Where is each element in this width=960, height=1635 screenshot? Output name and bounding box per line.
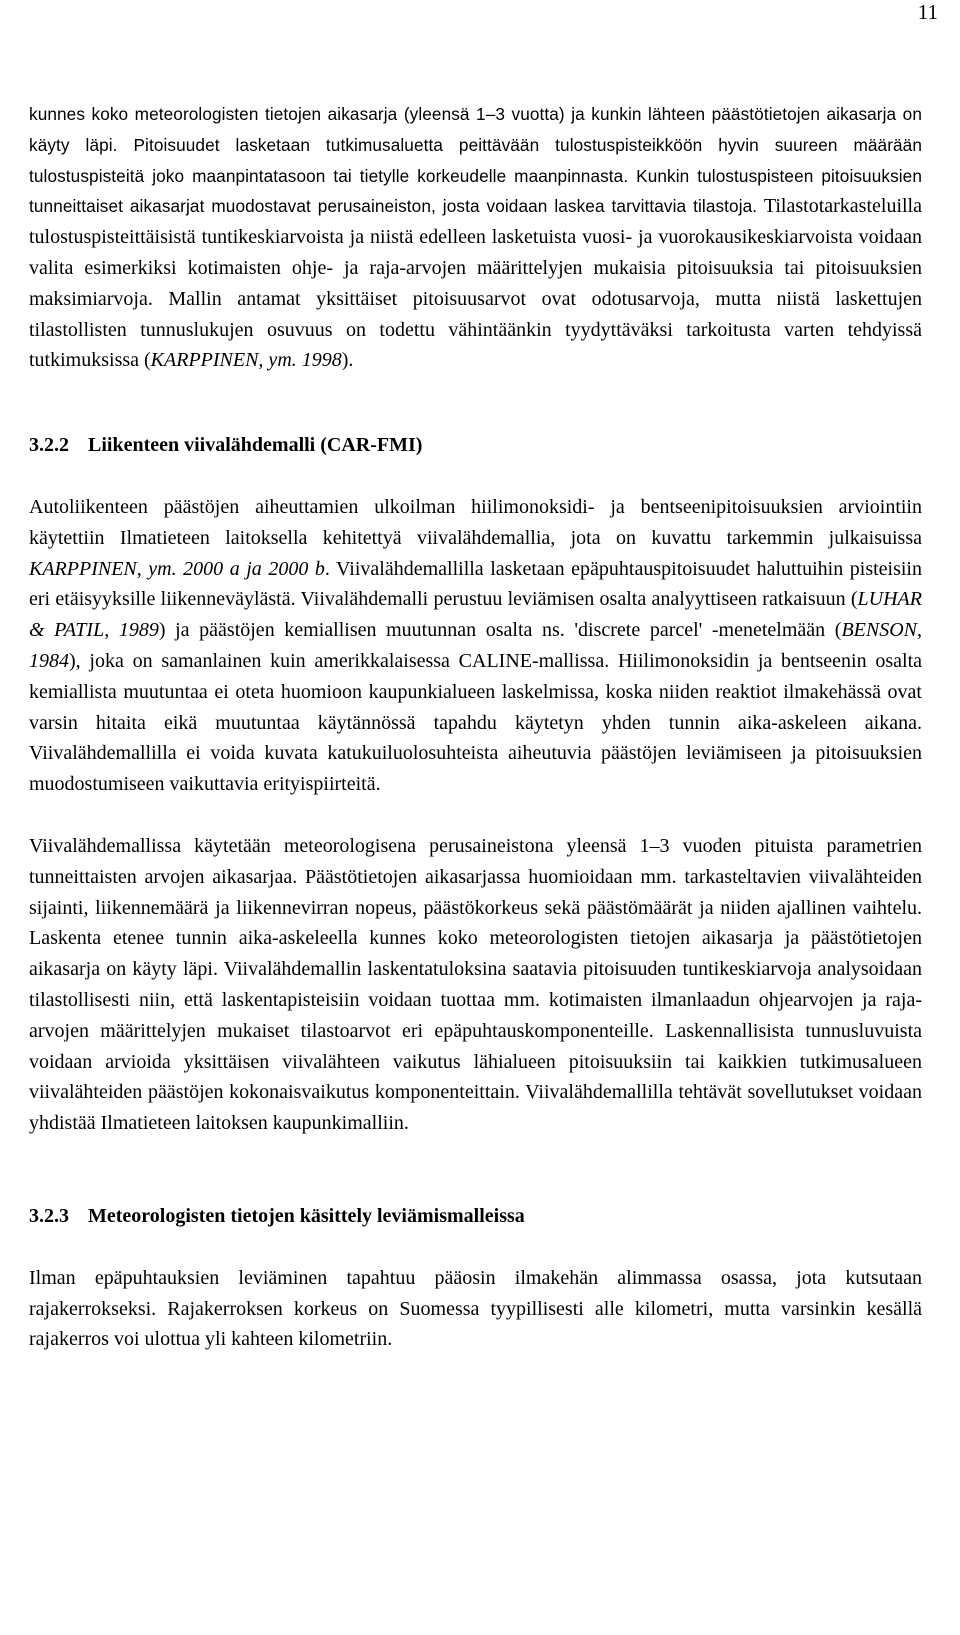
paragraph-1-text: Tilastotarkasteluilla tulostuspisteittäisistä tuntikeskiarvoista ja niistä edelleen lasketuista vuosi- ja vuorokausikeskiarvoista voidaan valita esimerkiksi kotimaisten ohje- ja raja-arvojen määrittelyjen mukaisia pitoisuuksia tai pitoisuuksien maksimiarvoja. Mallin antamat yksittäiset pitoisuusarvot ovat odotusarvoja, mutta niistä laskettujen tilastollisten tunnuslukujen osuvuus on todettu vähintäänkin tyydyttäväksi tarkoitusta varten tehdyissä tutkimuksissa ( xyxy=(29,195,922,372)
citation-karppinen-2000: KARPPINEN, ym. 2000 a ja 2000 b xyxy=(29,557,325,580)
section-title: Liikenteen viivalähdemalli (CAR-FMI) xyxy=(88,434,423,457)
paragraph-2-text-b: . Viivalähdemallilla lasketaan epäpuhtauspitoisuudet haluttuihin pisteisiin eri etäisyyksille liikenneväylästä. Viivalähdemalli perustuu leviämisen osalta analyyttiseen ratkaisuun ( xyxy=(29,557,922,611)
paragraph-3: Viivalähdemallissa käytetään meteorologisena perusaineistona yleensä 1–3 vuoden pituista parametrien tunneittaisten arvojen aikasarjaa. Päästötietojen aikasarjassa huomioidaan mm. tarkasteltavien viivalähteiden sijainti, liikennemäärä ja liikennevirran nopeus, päästökorkeus sekä päästömäärät ja niiden ajallinen vaihtelu. Laskenta etenee tunnin aika-askeleella kunnes koko meteorologisten tietojen aikasarja ja päästötietojen aikasarja on käyty läpi. Viivalähdemallin laskentatuloksina saatavia pitoisuuden tuntikeskiarvoja analysoidaan tilastollisesti niin, että laskentapisteisiin voidaan tuottaa mm. kotimaisten ilmanlaadun ohjearvojen ja raja-arvojen määrittelyjen mukaiset tilastoarvot eri epäpuhtauskomponenteille. Laskennallisista tunnusluvuista voidaan arvioida yksittäisen viivalähteen vaikutus lähialueen pitoisuuksiin tai kaikkien tutkimusalueen viivalähteiden päästöjen kokonaisvaikutus komponenteittain. Viivalähdemallilla tehtävät sovellutukset voidaan yhdistää Ilmatieteen laitoksen kaupunkimalliin. xyxy=(29,834,922,1135)
citation-karppinen-1998: KARPPINEN, ym. 1998 xyxy=(150,349,342,372)
section-title: Meteorologisten tietojen käsittely leviämismalleissa xyxy=(88,1204,525,1227)
document-body xyxy=(29,99,922,1355)
page-number: 11 xyxy=(917,0,938,24)
paragraph-2-text-d: ), joka on samanlainen kuin amerikkalaisessa CALINE-mallissa. Hiilimonoksidin ja bentseenin osalta kemiallista muutuntaa ei oteta huomioon kaupunkialueen laskelmissa, koska niiden reaktiot ilmakehässä ovat varsin hitaita eikä muutuntaa käytännössä tapahdu käytetyn yhden tunnin aika-askeleen aikana. Viivalähdemallilla ei voida kuvata katukuiluolosuhteista aiheutuvia päästöjen leviämiseen ja pitoisuuksien muodostumiseen vaikuttavia erityispiirteitä. xyxy=(29,649,922,796)
paragraph-4: Ilman epäpuhtauksien leviäminen tapahtuu pääosin ilmakehän alimmassa osassa, jota kutsutaan rajakerrokseksi. Rajakerroksen korkeus on Suomessa tyypillisesti alle kilometri, mutta varsinkin kesällä rajakerros voi ulottua yli kahteen kilometriin. xyxy=(29,1266,922,1351)
paragraph-2-text-c: ) ja päästöjen kemiallisen muutunnan osalta ns. 'discrete parcel' -menetelmään ( xyxy=(158,619,842,642)
paragraph-1-end: ). xyxy=(341,349,354,372)
paragraph-1 xyxy=(29,99,922,376)
section-heading-3-2-2 xyxy=(29,430,922,461)
section-heading-3-2-3 xyxy=(29,1201,922,1232)
paragraph-1-lead-text: kunnes koko meteorologisten tietojen aikasarja (yleensä 1–3 vuotta) ja kunkin lähteen päästötietojen aikasarja on käyty läpi. Pitoisuudet lasketaan tutkimusaluetta peittävään tulostuspisteikköön hyvin suureen määrään tulostuspisteitä joko maanpintatasoon tai tietylle korkeudelle maanpinnasta. Kunkin tulostuspisteen pitoisuuksien tunneittaiset aikasarjat muodostavat perusaineiston, josta voidaan laskea tarvittavia tilastoja. xyxy=(29,104,922,217)
citation-luhar-patil: LUHAR & PATIL, 1989 xyxy=(29,588,922,642)
section-number: 3.2.3 xyxy=(29,1204,69,1227)
paragraph-2 xyxy=(29,492,922,800)
section-number: 3.2.2 xyxy=(29,434,69,457)
citation-benson: BENSON, 1984 xyxy=(29,619,923,672)
paragraph-2-text-a: Autoliikenteen päästöjen aiheuttamien ulkoilman hiilimonoksidi- ja bentseenipitoisuuksien arviointiin käytettiin Ilmatieteen laitoksella kehitettyä viivalähdemallia, jota on kuvattu tarkemmin julkaisuissa xyxy=(29,495,922,549)
